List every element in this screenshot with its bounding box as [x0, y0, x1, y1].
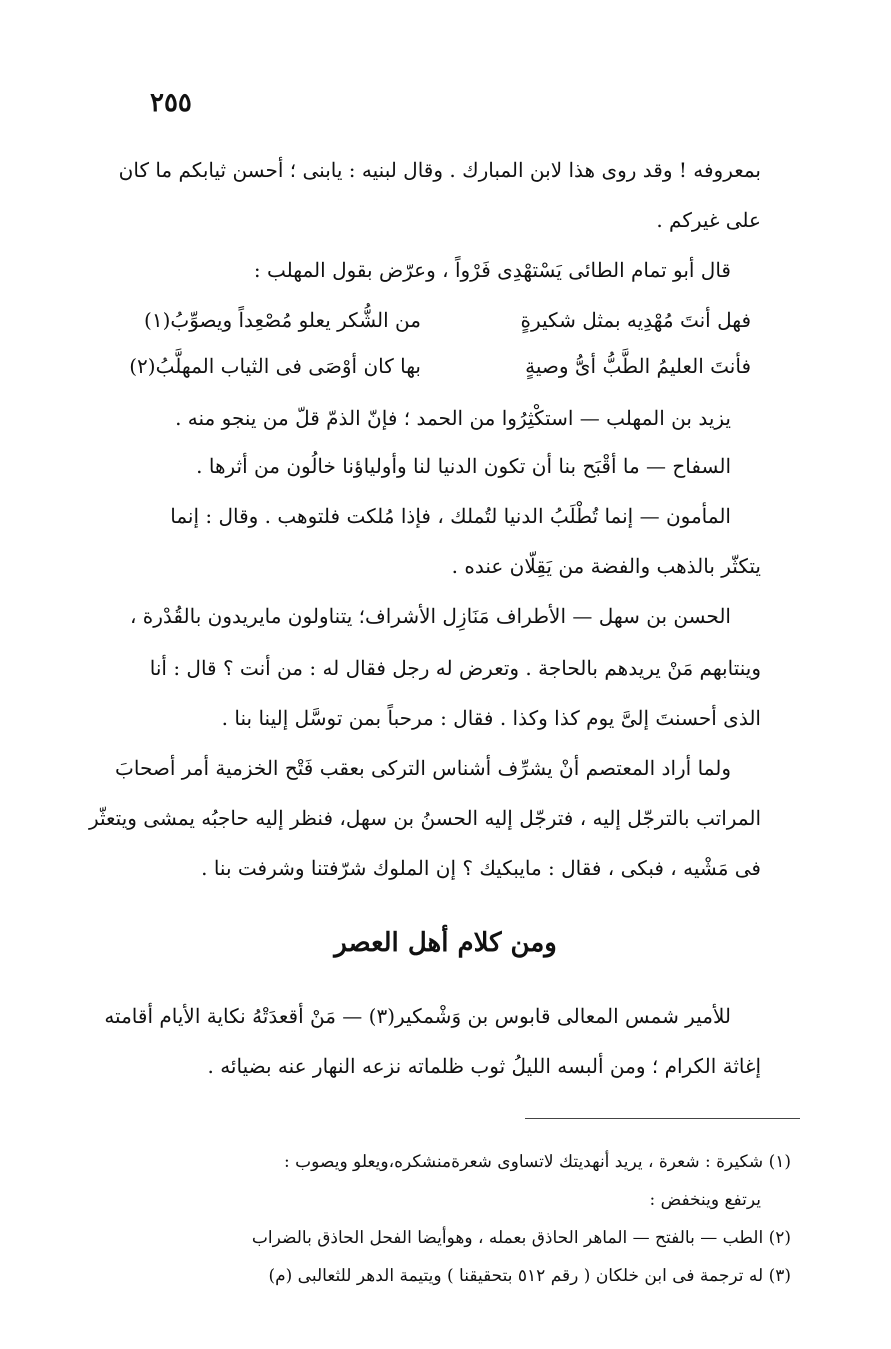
footnote: (٣) له ترجمة فى ابن خلكان ( رقم ٥١٢ بتحقيقنا ) ويتيمة الدهر للثعالبى (م) [268, 1266, 791, 1286]
paragraph-line: على غيركم . [656, 208, 761, 232]
verse-second-hemistich: من الشُّكر يعلو مُصْعِداً ويصوِّبُ(١) [144, 308, 421, 332]
page-number: ٢٥٥ [150, 88, 192, 118]
mutasim-line: ولما أراد المعتصم أنْ يشرِّف أشناس التركى بعقب فَتْح الخزمية أمر أصحابَ [115, 756, 731, 780]
hasan-line: الذى أحسنتَ إلىَّ يوم كذا وكذا . فقال : مرحباً بمن توسَّل إلينا بنا . [221, 706, 761, 730]
paragraph-line: بمعروفه ! وقد روى هذا لابن المبارك . وقال لبنيه : يابنى ؛ أحسن ثيابكم ما كان [118, 158, 761, 182]
abu-tammam-intro: قال أبو تمام الطائى يَسْتهْدِى فَرْواً ، وعرّض بقول المهلب : [253, 258, 731, 282]
footnote-continuation: يرتفع وينخفض : [649, 1190, 761, 1210]
qabus-line: إغاثة الكرام ؛ ومن ألبسه الليلُ ثوب ظلماته نزعه النهار عنه بضيائه . [207, 1054, 761, 1078]
verse-first-hemistich: فهل أنتَ مُهْدِيه بمثل شكيرةٍ [520, 308, 751, 332]
qabus-line: للأمير شمس المعالى قابوس بن وَشْمكير(٣) — مَنْ أقعدَتْهُ نكاية الأيام أقامته [104, 1004, 731, 1028]
section-heading: ومن كلام أهل العصر [334, 928, 557, 958]
saying-line: يزيد بن المهلب — استكْثِرُوا من الحمد ؛ فإنّ الذمّ قلّ من ينجو منه . [175, 406, 731, 430]
verse-line [111, 306, 751, 334]
mutasim-line: فى مَشْيه ، فبكى ، فقال : مايبكيك ؟ إن الملوك شرّفتنا وشرفت بنا . [201, 856, 761, 880]
saying-line: يتكثّر بالذهب والفضة من يَقِلّان عنده . [451, 554, 761, 578]
hasan-line: وينتابهم مَنْ يريدهم بالحاجة . وتعرض له رجل فقال له : من أنت ؟ قال : أنا [149, 656, 761, 680]
verse-line [111, 352, 751, 380]
saying-line: السفاح — ما أقْبَح بنا أن تكون الدنيا لنا وأولياؤنا خالُون من أثرها . [196, 454, 731, 478]
footnote: (١) شكيرة : شعرة ، يريد أنهديتك لاتساوى شعرةمنشكره،ويعلو ويصوب : [284, 1152, 791, 1172]
footnote-divider [525, 1118, 800, 1119]
verse-second-hemistich: بها كان أوْصَى فى الثياب المهلَّبُ(٢) [129, 354, 421, 378]
verse-first-hemistich: فأنتَ العليمُ الطَّبُّ أىُّ وصيةٍ [525, 354, 751, 378]
footnote: (٢) الطب — بالفتح — الماهر الحاذق بعمله ، وهوأيضا الفحل الحاذق بالضراب [251, 1228, 791, 1248]
mutasim-line: المراتب بالترجّل إليه ، فترجّل إليه الحسنُ بن سهل، فنظر إليه حاجبُه يمشى ويتعثّر [88, 806, 761, 830]
saying-line: المأمون — إنما تُطْلَبُ الدنيا لتُملك ، فإذا مُلكت فلتوهب . وقال : إنما [170, 504, 731, 528]
hasan-line: الحسن بن سهل — الأطراف مَنَازِل الأشراف؛ يتناولون مايريدون بالقُدْرة ، [129, 604, 731, 628]
